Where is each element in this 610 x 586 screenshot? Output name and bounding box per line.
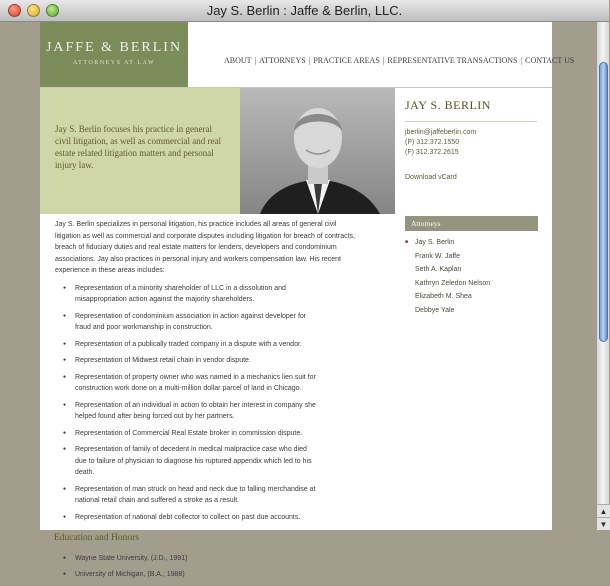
logo-tagline: ATTORNEYS AT LAW (73, 60, 155, 66)
email-link[interactable]: jberlin@jaffeberlin.com (405, 129, 477, 136)
education-heading: Education and Honors (54, 533, 139, 543)
attorney-list (405, 236, 538, 317)
main-navigation: ABOUT | ATTORNEYS | PRACTICE AREAS | REPRESENTATIVE TRANSACTIONS | CONTACT US (224, 56, 575, 65)
download-vcard-link[interactable]: Download vCard (405, 174, 457, 181)
divider (405, 121, 537, 122)
nav-practice-areas[interactable]: PRACTICE AREAS (313, 56, 380, 65)
fax-number: (F) 312.372.2615 (405, 149, 459, 156)
list-item: ● Representation of Commercial Real Estate broker in commission dispute. (75, 428, 320, 440)
list-item: ● Representation of a publically traded company in a dispute with a vendor. (75, 339, 320, 351)
list-item: ● Wayne State University, (J.D., 1991) (75, 553, 320, 565)
attorney-name: JAY S. BERLIN (405, 98, 491, 112)
sidebar-item-kathryn-nelson[interactable]: Kathryn Zeledon Nelson (415, 279, 491, 287)
list-item: ● Representation of a minority shareholder of LLC in a dissolution and misappropriation action against the majority shareholders. (75, 283, 320, 306)
nav-about[interactable]: ABOUT (224, 56, 252, 65)
list-item: ● University of Michigan, (B.A., 1988) (75, 569, 320, 581)
list-item: ● Representation of an individual in action to obtain her interest in company she helped found after being forced out by her partners. (75, 400, 320, 423)
list-item: ● Representation of national debt collector to collect on past due accounts. (75, 512, 320, 524)
scrollbar-thumb[interactable] (599, 62, 608, 342)
site-logo[interactable] (40, 22, 188, 87)
education-list (55, 553, 355, 581)
sidebar-item-frank-jaffe[interactable]: Frank W. Jaffe (415, 252, 460, 260)
attorneys-sidebar (405, 216, 538, 317)
contact-card (405, 98, 537, 181)
vertical-scrollbar[interactable] (596, 22, 609, 530)
nav-representative-transactions[interactable]: REPRESENTATIVE TRANSACTIONS (387, 56, 518, 65)
intro-paragraph: Jay S. Berlin specializes in personal litigation, his practice includes all areas of general civil litigation as well as commercial and corporate disputes including litigation for breach of contracts, breach of fiduciary duties and real estate matters for lenders, developers and condominium associations. Jay also practices in personal injury and workers compensation law. His recent experience in these areas includes: (55, 221, 355, 274)
portrait-illustration (240, 88, 395, 214)
hero-summary-panel (40, 88, 240, 214)
experience-list (55, 283, 355, 524)
window-titlebar (0, 0, 609, 22)
sidebar-heading: Attorneys (405, 216, 538, 231)
scroll-up-arrow-icon[interactable]: ▲ (597, 504, 610, 517)
web-page (40, 22, 575, 578)
list-item: ● Representation of family of decedent in medical malpractice case who died due to failure of physician to diagnose his ruptured appendix which led to his death. (75, 444, 320, 479)
window-title: Jay S. Berlin : Jaffe & Berlin, LLC. (206, 3, 403, 18)
list-item: ● Representation of condominium association in action against developer for fraud and poor workmanship in construction. (75, 311, 320, 334)
phone-number: (P) 312.372.1550 (405, 139, 460, 146)
list-item: ● Representation of property owner who was named in a mechanics lien suit for construction work done on a multi-million dollar parcel of land in Chicago. (75, 372, 320, 395)
nav-contact-us[interactable]: CONTACT US (525, 56, 575, 65)
list-item: ● Representation of Midwest retail chain in vendor dispute. (75, 355, 320, 367)
nav-attorneys[interactable]: ATTORNEYS (259, 56, 306, 65)
sidebar-item-jay-berlin[interactable]: ■ Jay S. Berlin (405, 236, 538, 250)
sidebar-item-debbye-yale[interactable]: Debbye Yale (415, 306, 455, 314)
scroll-down-arrow-icon[interactable]: ▼ (597, 517, 610, 530)
list-item: ● Representation of man struck on head and neck due to falling merchandise at national retail chain and suffered a stroke as a result. (75, 484, 320, 507)
attorney-portrait (240, 88, 395, 214)
profile-hero (40, 87, 552, 213)
main-content (55, 219, 355, 586)
sidebar-item-seth-kaplan[interactable]: Seth A. Kaplan (415, 266, 462, 273)
hero-summary: Jay S. Berlin focuses his practice in general civil litigation, as well as commercial and real estate related litigation matters and personal injury law. (55, 124, 221, 170)
logo-name: JAFFE & BERLIN (45, 40, 183, 55)
sidebar-item-elizabeth-shea[interactable]: Elizabeth M. Shea (415, 293, 472, 300)
